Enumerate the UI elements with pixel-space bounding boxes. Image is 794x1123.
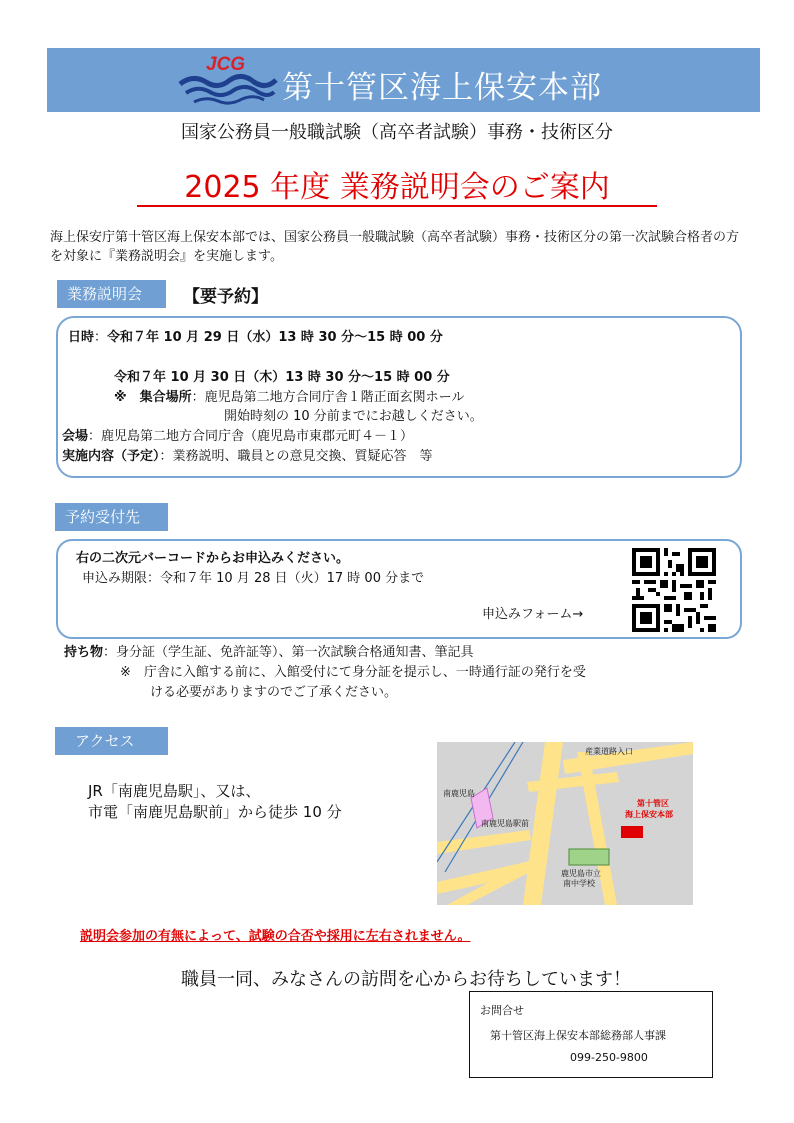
content: ：業務説明、職員との意見交換、質疑応答 等 (159, 449, 433, 464)
belongings-items: ：身分証（学生証、免許証等）、第一次試験合格通知書、筆記具 (103, 645, 474, 660)
section-label-reservation: 予約受付先 (55, 503, 168, 531)
belongings-note-2: ける必要がありますのでご了承ください。 (150, 685, 398, 700)
intro-text: 海上保安庁第十管区海上保安本部では、国家公務員一般職試験（高卒者試験）事務・技術区分の第一次試験合格者の方を対象に『業務説明会』を実施します。 (50, 230, 740, 264)
venue-line (62, 425, 413, 444)
meeting-label: ※ 集合場所 (114, 390, 192, 405)
belongings-note-1: ※ 庁舎に入館する前に、入館受付にて身分証を提示し、一時通行証の発行を受 (120, 665, 586, 680)
reservation-deadline: 申込み期限：令和７年 10 月 28 日（火）17 時 00 分まで (82, 571, 425, 586)
title-underline (137, 205, 657, 207)
date-line-1: 日時：令和７年 10 月 29 日（水）13 時 30 分～15 時 00 分 (68, 330, 443, 345)
meeting-place-line (114, 386, 464, 405)
contact-title: お問合せ (480, 1004, 524, 1017)
warning-note: 説明会参加の有無によって、試験の合否や採用に左右されません。 (80, 929, 471, 944)
access-line-1: JR「南鹿児島駅」、又は、 (88, 782, 261, 800)
map-school-label-1: 鹿児島市立 (561, 869, 601, 878)
meeting-place: ：鹿児島第二地方合同庁舎１階正面玄関ホール (191, 390, 465, 405)
closing-message: 職員一同、みなさんの訪問を心からお待ちしています！ (181, 969, 631, 990)
venue: ：鹿児島第二地方合同庁舎（鹿児島市東郡元町４－１） (88, 429, 414, 444)
subtitle: 国家公務員一般職試験（高卒者試験）事務・技術区分 (181, 122, 613, 143)
qr-code[interactable] (632, 547, 716, 633)
map-station-label: 南鹿児島 (443, 789, 475, 798)
section-label-event: 業務説明会 (57, 280, 166, 308)
event-details-box (56, 316, 742, 478)
page-title: 2025 年度 業務説明会のご案内 (184, 170, 610, 205)
date-label: 日時 (68, 330, 95, 345)
content-label: 実施内容（予定） (62, 449, 160, 464)
form-link[interactable]: 申込みフォーム→ (482, 607, 584, 622)
org-name: 第十管区海上保安本部 (282, 70, 602, 106)
access-line-2: 市電「南鹿児島駅前」から徒歩 10 分 (88, 803, 342, 821)
access-map (437, 742, 693, 905)
map-road-label: 産業道路入口 (585, 747, 633, 756)
belongings-line (64, 643, 586, 663)
reservation-required-note: 【要予約】 (183, 287, 268, 307)
content-line (62, 445, 433, 464)
map-tram-label: 南鹿児島駅前 (481, 819, 529, 828)
map-hq-label-1: 第十管区 (637, 799, 669, 808)
map-hq-label-2: 海上保安本部 (625, 810, 673, 819)
belongings-label: 持ち物 (64, 645, 104, 660)
reservation-instruction: 右の二次元バーコードからお申込みください。 (76, 551, 350, 566)
contact-phone: 099-250-9800 (570, 1051, 648, 1064)
jcg-logo (178, 50, 278, 108)
map-school-label-2: 南中学校 (563, 879, 595, 888)
contact-box (469, 991, 713, 1078)
date-1: 令和７年 10 月 29 日（水）13 時 30 分～15 時 00 分 (107, 330, 443, 345)
access-directions (88, 781, 342, 823)
svg-text:JCG: JCG (206, 54, 246, 75)
meeting-time-note: 開始時刻の 10 分前までにお越しください。 (224, 409, 483, 424)
section-label-access: アクセス (55, 727, 168, 755)
contact-department: 第十管区海上保安本部総務部人事課 (490, 1029, 666, 1042)
date-2: 令和７年 10 月 30 日（木）13 時 30 分～15 時 00 分 (114, 370, 450, 385)
belongings (64, 643, 586, 703)
venue-label: 会場 (62, 429, 89, 444)
